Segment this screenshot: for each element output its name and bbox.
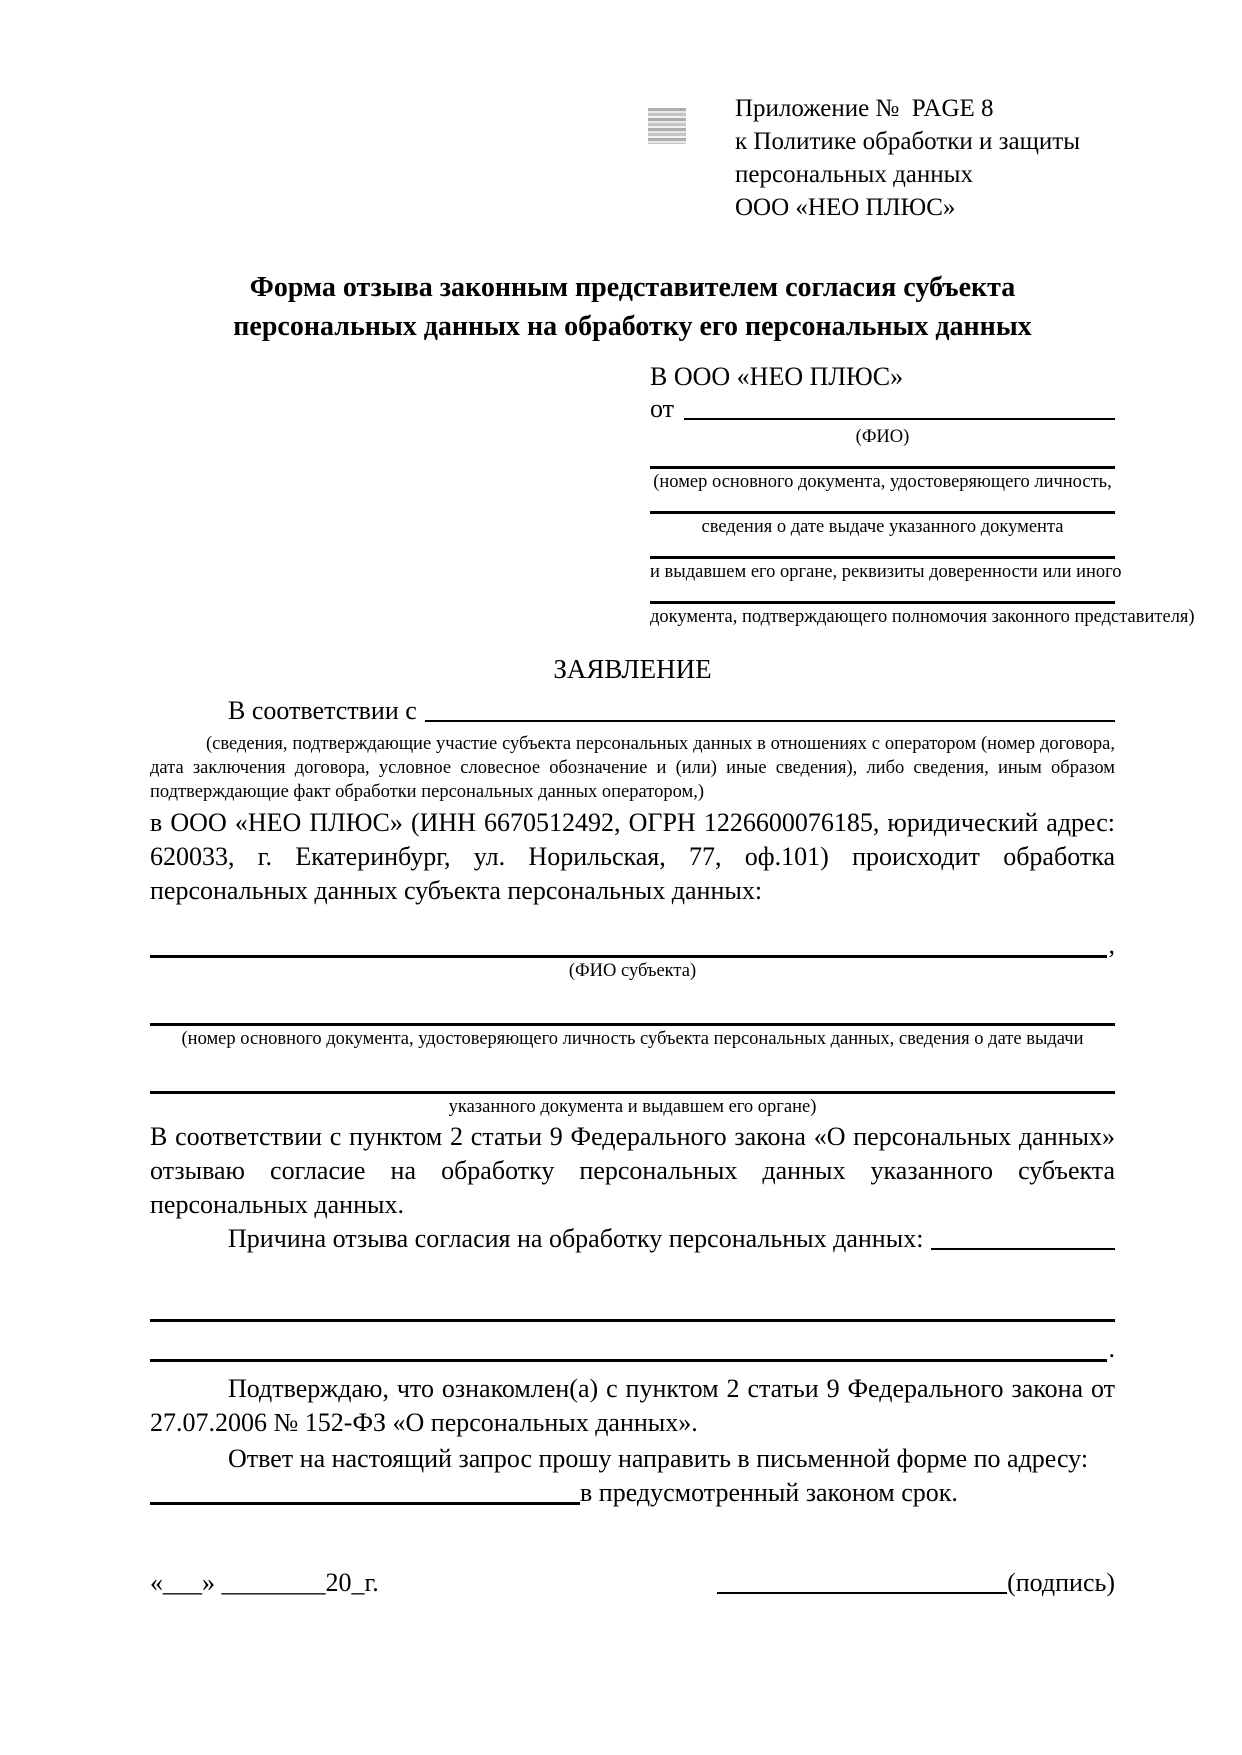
field-underline [650,601,1115,604]
reply-address-underline [150,1501,580,1505]
accordance-underline [425,719,1115,722]
reason-underline [931,1247,1115,1250]
subject-doc-underline-1 [150,1022,1115,1026]
footer-row [150,1566,1115,1600]
operator-paragraph: в ООО «НЕО ПЛЮС» (ИНН 6670512492, ОГРН 1226600076185, юридический адрес: 620033, г. Екатеринбург, ул. Норильская, 77, оф.101) происходит обработка персональных данных субъекта персональных данных: [150,808,1115,905]
accordance-line [150,694,1115,728]
authority-doc-field [650,601,1195,628]
from-line [650,394,1115,426]
subject-doc-caption-2: указанного документа и выдавшем его органе) [448,1097,817,1117]
form-title-line: Форма отзыва законным представителем согласия субъекта [249,272,1016,303]
field-caption: сведения о дате выдаче указанного документа [701,517,1064,537]
subject-fio-underline [150,954,1107,958]
document-header [150,92,1115,224]
reply-paragraph: Ответ на настоящий запрос прошу направить в письменной форме по адресу: [228,1444,1089,1473]
signature-block [717,1566,1115,1600]
reason-line [150,1222,1115,1256]
field-caption: документа, подтверждающего полномочия законного представителя) [650,607,1195,627]
trailing-comma: , [1108,930,1115,959]
withdrawal-paragraph: В соответствии с пунктом 2 статьи 9 Федерального закона «О персональных данных» отзываю согласие на обработку персональных данных указанного субъекта персональных данных. [150,1122,1115,1219]
subject-doc-line-2 [150,1068,1115,1094]
representative-doc-number-field [650,466,1115,493]
blank-underline-2 [150,1358,1107,1362]
date-line: «___» ________20_г. [150,1568,379,1597]
reason-label: Причина отзыва согласия на обработку персональных данных: [228,1224,924,1253]
accordance-label: В соответствии с [228,696,417,725]
subject-doc-underline-2 [150,1090,1115,1094]
blank-underline-1 [150,1318,1115,1322]
blurred-text-icon [648,108,686,144]
reply-address-line [150,1476,1115,1510]
form-title-line: персональных данных на обработку его персональных данных [233,311,1032,342]
signature-underline [717,1591,1007,1594]
confirmation-paragraph: Подтверждаю, что ознакомлен(а) с пунктом 2 статьи 9 Федерального закона от 27.07.2006 № 152-ФЗ «О персональных данных». [150,1374,1115,1437]
addressee-block [650,360,1195,628]
appendix-line: ООО «НЕО ПЛЮС» [735,194,956,221]
field-underline [650,511,1115,514]
doc-issue-date-field [650,511,1115,538]
fio-caption: (ФИО) [855,427,910,447]
statement-heading: ЗАЯВЛЕНИЕ [553,654,712,684]
signature-caption: (подпись) [1007,1568,1115,1597]
subject-fio-caption: (ФИО субъекта) [568,961,697,981]
footnote-text: (сведения, подтверждающие участие субъекта персональных данных в отношениях с оператором (номер договора, дата заключения договора, условное словесное обозначение и (или) иные сведения), либо сведения, иным образом подтверждающие факт обработки персональных данных оператором,) [150,734,1115,802]
subject-doc-caption-1: (номер основного документа, удостоверяющего личность субъекта персональных данных, сведения о дате выдачи [181,1029,1084,1049]
form-title [150,268,1115,346]
trailing-period: . [1108,1334,1115,1363]
field-caption: и выдавшем его органе, реквизиты доверенности или иного [650,562,1122,582]
reason-blank-line-1 [150,1296,1115,1322]
from-underline [684,417,1115,420]
reason-blank-line-2 [150,1336,1115,1362]
from-label: от [650,394,675,424]
appendix-line: к Политике обработки и защиты [735,128,1081,155]
appendix-block [735,92,1115,224]
subject-fio-line [150,932,1115,958]
appendix-line: Приложение № PAGE 8 [735,95,994,122]
subject-doc-line-1 [150,1000,1115,1026]
doc-issuer-field [650,556,1122,583]
addressee-org: В ООО «НЕО ПЛЮС» [650,362,904,391]
field-underline [650,556,1115,559]
field-caption: (номер основного документа, удостоверяющего личность, [653,472,1112,492]
reply-tail: в предусмотренный законом срок. [580,1478,958,1507]
field-underline [650,466,1115,469]
appendix-line: персональных данных [735,161,973,188]
